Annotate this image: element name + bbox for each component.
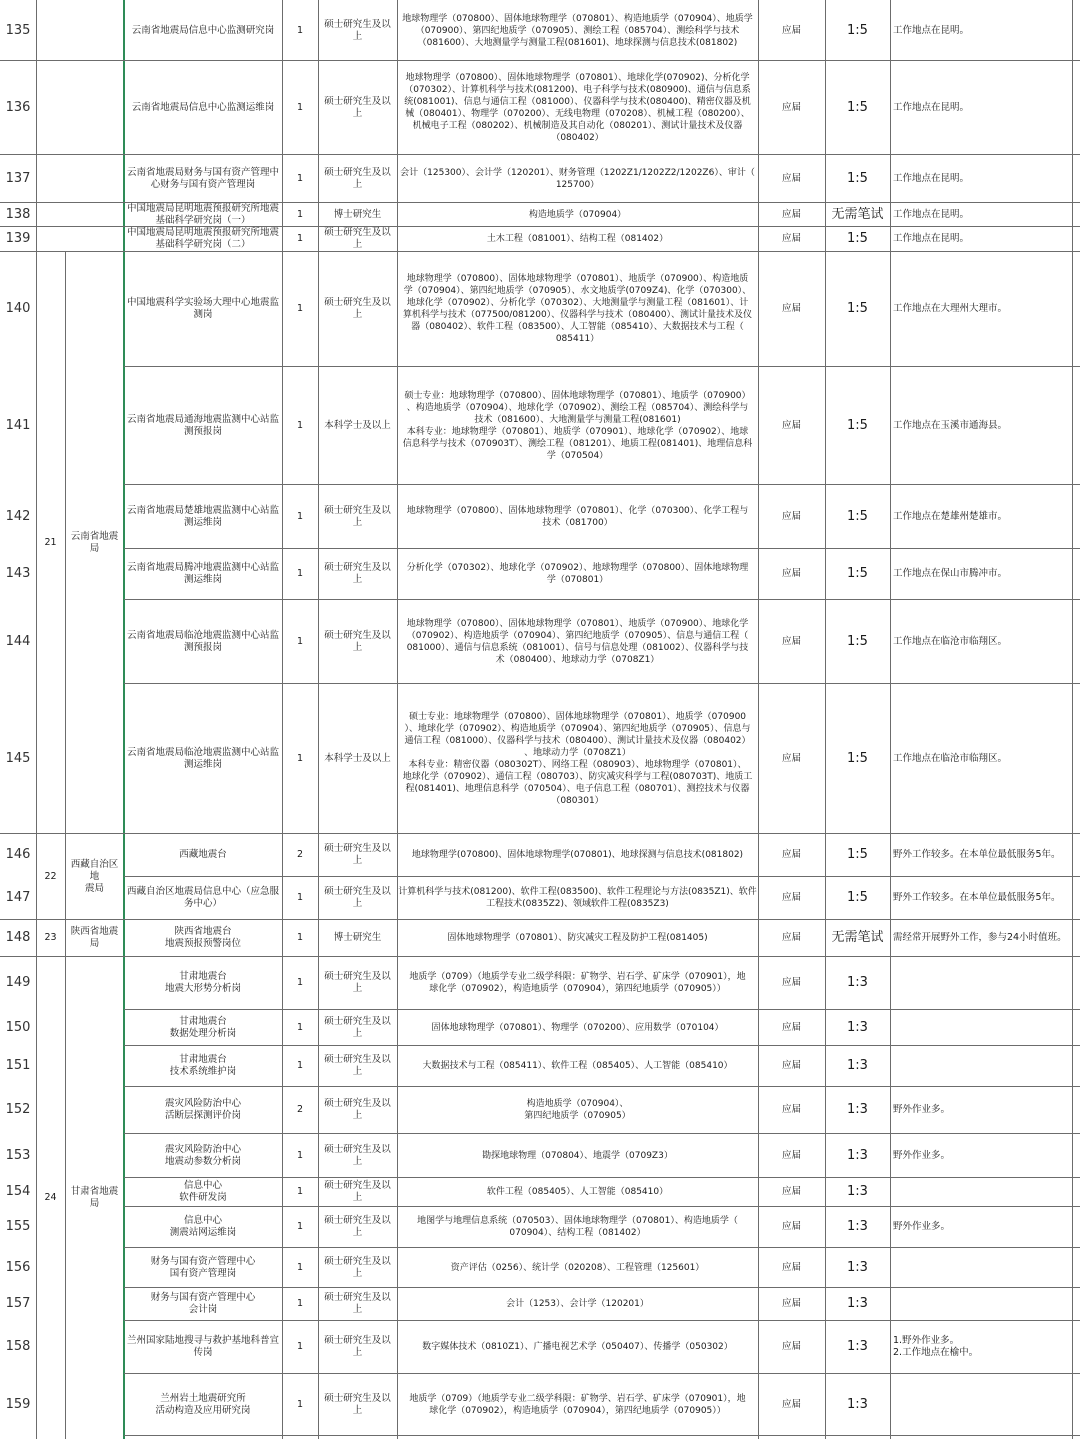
post-name: 信息中心 测震站网运维岗 <box>169 1215 237 1238</box>
graduate-status: 应届 <box>781 1186 801 1197</box>
unit-name: 云南省地震局 <box>70 530 119 554</box>
row-number: 151 <box>5 1058 31 1073</box>
remarks: 工作地点在玉溪市通海县。 <box>893 419 1008 431</box>
post-name: 云南省地震局临沧地震监测中心站监 测预报岗 <box>126 629 279 653</box>
row-number: 154 <box>5 1184 31 1199</box>
post-name: 云南省地震局腾冲地震监测中心站监 测运维岗 <box>126 562 279 585</box>
remarks: 工作地点在昆明。 <box>893 24 970 36</box>
exam-ratio: 1:3 <box>847 1058 868 1073</box>
education-requirement: 硕士研究生及以上 <box>324 1054 391 1077</box>
exam-ratio: 1:5 <box>847 890 868 905</box>
hire-count: 1 <box>296 977 304 988</box>
education-requirement: 本科学士及以上 <box>324 752 391 764</box>
remarks <box>890 1178 1072 1206</box>
unit-number: 24 <box>44 1192 57 1203</box>
exam-ratio: 1:5 <box>847 566 868 581</box>
remarks: 工作地点在昆明。 <box>893 101 970 113</box>
exam-ratio: 1:5 <box>847 847 868 862</box>
post-name: 震灾风险防治中心 地震动参数分析岗 <box>164 1143 241 1167</box>
exam-ratio: 1:3 <box>847 1019 868 1035</box>
major-requirement: 地球物理学（070800）、固体地球物理学（070801）、构造地质学（070904）、地质学 （070900）、第四纪地质学（070905）、测绘工程（085704）、测绘科学与技术 （081600）、大地测量学与测量工程(081601)、地球探测与信息技术(081802) <box>402 13 753 48</box>
post-name: 信息中心 软件研发岗 <box>179 1180 227 1203</box>
remarks: 野外工作较多。在本单位最低服务5年。 <box>893 892 1061 903</box>
hire-count: 1 <box>296 1261 304 1273</box>
row-number: 140 <box>5 301 31 316</box>
remarks: 野外工作较多。在本单位最低服务5年。 <box>893 849 1061 860</box>
exam-ratio: 1:5 <box>847 508 868 524</box>
major-requirement: 固体地球物理学（070801）、防灾减灾工程及防护工程(081405) <box>447 933 708 943</box>
graduate-status: 应届 <box>781 1221 801 1232</box>
major-requirement: 硕士专业：地球物理学（070800）、固体地球物理学（070801）、地质学（070900） 、构造地质学（070904）、地球化学（070902）、测绘工程（085704）、测绘科学与 技术（081600）、大地测量学与测量工程(081601) 本科专业：地球物理学（070801）、地质学（070901）、地球化学（070902）、地球 信息科学与技术（070903T）、测绘工程（081201）、地质工程(081401)、地理信息科 学（070504） <box>402 390 753 461</box>
major-requirement: 硕士专业：地球物理学（070800）、固体地球物理学（070801）、地质学（070900 ）、地球化学（070902）、构造地质学（070904）、第四纪地质学（070905）、信息与 通信工程（081000）、仪器科学与技术（080400）、测试计量技术及仪器（080402） 、地球动力学（0708Z1） 本科专业：精密仪器（080302T）、网络工程（080903）、地球物理学（070801）、 地球化学（070902）、通信工程（080703）、防灾减灾科学与工程(080703T)、地质工 程(081401)、地理信息科学（070504）、电子信息工程（080701）、测控技术与仪器 （080301） <box>402 711 753 806</box>
unit-number: 22 <box>44 870 57 882</box>
remarks: 工作地点在昆明。 <box>893 172 970 184</box>
post-name: 兰州国家陆地搜寻与救护基地科普宣 传岗 <box>126 1335 279 1358</box>
exam-ratio: 1:5 <box>847 99 868 115</box>
row-number: 148 <box>5 930 31 945</box>
major-requirement: 固体地球物理学（070801）、物理学（070200）、应用数学（070104） <box>431 1022 724 1033</box>
exam-ratio: 无需笔试 <box>831 206 884 222</box>
hire-count: 1 <box>296 1298 304 1309</box>
hire-count: 1 <box>296 1221 304 1232</box>
remarks: 工作地点在临沧市临翔区。 <box>893 752 1008 764</box>
remarks: 野外作业多。 <box>893 1149 951 1161</box>
graduate-status: 应届 <box>781 752 801 764</box>
remarks: 工作地点在昆明。 <box>893 208 970 220</box>
graduate-status: 应届 <box>781 932 801 943</box>
education-requirement: 硕士研究生及以上 <box>324 843 391 866</box>
hire-count: 1 <box>296 1021 304 1033</box>
major-requirement: 地球物理学（070800）、固体地球物理学（070801）、化学（070300）、化学工程与 技术（081700） <box>406 505 749 528</box>
exam-ratio: 1:3 <box>847 975 868 990</box>
remarks: 工作地点在昆明。 <box>893 233 970 244</box>
major-requirement: 数字媒体技术（0810Z1）、广播电视艺术学（050407）、传播学（050302） <box>422 1342 733 1352</box>
graduate-status: 应届 <box>781 172 801 184</box>
post-name: 云南省地震局信息中心监测研究岗 <box>131 24 275 36</box>
exam-ratio: 1:3 <box>847 1102 868 1117</box>
row-number: 159 <box>5 1396 31 1412</box>
post-name: 云南省地震局财务与国有资产管理中 心财务与国有资产管理岗 <box>126 166 279 190</box>
exam-ratio: 1:3 <box>847 1147 868 1163</box>
graduate-status: 应届 <box>781 1261 801 1273</box>
hire-count: 1 <box>296 419 304 431</box>
major-requirement: 地球物理学（070800）、固体地球物理学（070801）、地质学（070900）、地球化学 （070902）、构造地质学（070904）、第四纪地质学（070905）、信息与通信工程（ 081000）、通信与信息系统（081001）、信号与信息处理（081002）、仪器科学与技 术（080400）、地球动力学（0708Z1） <box>406 618 749 665</box>
graduate-status: 应届 <box>781 635 801 647</box>
hire-count: 1 <box>296 1398 304 1410</box>
exam-ratio: 1:3 <box>847 1339 868 1354</box>
post-name: 西藏自治区地震局信息中心（应急服 务中心） <box>126 886 279 909</box>
education-requirement: 硕士研究生及以上 <box>324 166 391 190</box>
major-requirement: 分析化学（070302）、地球化学（070902）、地球物理学（070800）、固体地球物理 学（070801） <box>406 563 749 585</box>
hire-count: 1 <box>296 101 304 113</box>
major-requirement: 地球物理学（070800）、固体地球物理学（070801）、地质学（070900）、构造地质 学（070904）、第四纪地质学（070905）、水文地质学(0709Z4)、化学（070300）、 地球化学（070902）、分析化学（070302）、大地测量学与测量工程（081601）、计 算机科学与技术（077500/081200）、仪器科学与技术（080400）、测试计量技术及仪 器（080402）、软件工程（083500）、人工智能（085410）、大数据技术与工程（ 085411） <box>402 274 753 344</box>
graduate-status: 应届 <box>781 208 801 220</box>
education-requirement: 硕士研究生及以上 <box>324 1215 391 1238</box>
graduate-status: 应届 <box>781 1021 801 1033</box>
hire-count: 1 <box>296 635 304 647</box>
row-number: 143 <box>5 566 31 581</box>
exam-ratio: 无需笔试 <box>831 930 884 945</box>
graduate-status: 应届 <box>781 1060 801 1071</box>
remarks <box>890 1010 1072 1045</box>
education-requirement: 硕士研究生及以上 <box>324 1292 391 1315</box>
graduate-status: 应届 <box>781 233 801 244</box>
post-name: 甘肃地震台 地震大形势分析岗 <box>164 971 241 994</box>
row-number: 136 <box>5 99 31 115</box>
remarks <box>890 1046 1072 1086</box>
education-requirement: 硕士研究生及以上 <box>324 1180 391 1203</box>
unit-name: 陕西省地震局 <box>70 926 119 949</box>
remarks <box>890 957 1072 1009</box>
graduate-status: 应届 <box>781 849 801 860</box>
hire-count: 1 <box>296 1149 304 1161</box>
graduate-status: 应届 <box>781 892 801 903</box>
hire-count: 1 <box>296 568 304 579</box>
remarks <box>890 1374 1072 1435</box>
major-requirement: 会计（1253）、会计学（120201） <box>506 1299 649 1309</box>
graduate-status: 应届 <box>781 303 801 314</box>
row-number: 149 <box>5 975 31 990</box>
exam-ratio: 1:3 <box>847 1296 868 1311</box>
hire-count: 1 <box>296 932 304 943</box>
graduate-status: 应届 <box>781 568 801 579</box>
remarks: 需经常开展野外工作，参与24小时值班。 <box>893 932 1067 943</box>
post-name: 云南省地震局楚雄地震监测中心站监 测运维岗 <box>126 504 279 528</box>
post-name: 云南省地震局临沧地震监测中心站监 测运维岗 <box>126 746 279 770</box>
hire-count: 2 <box>296 849 304 860</box>
major-requirement: 计算机科学与技术(081200)、软件工程(083500)、软件工程理论与方法(0835Z1)、软件 工程技术(0835Z2)、领域软件工程(0835Z3) <box>398 887 757 909</box>
hire-count: 1 <box>296 752 304 764</box>
row-number: 139 <box>5 231 31 246</box>
row-number: 135 <box>5 22 31 38</box>
exam-ratio: 1:3 <box>847 1396 868 1412</box>
remarks: 工作地点在保山市腾冲市。 <box>893 568 1008 579</box>
graduate-status: 应届 <box>781 1104 801 1115</box>
unit-name: 西藏自治区地 震局 <box>70 858 119 894</box>
education-requirement: 硕士研究生及以上 <box>324 1015 391 1039</box>
post-name: 西藏地震台 <box>179 849 227 860</box>
row-number: 142 <box>5 508 31 524</box>
post-name: 甘肃地震台 技术系统维护岗 <box>169 1054 237 1077</box>
exam-ratio: 1:5 <box>847 417 868 433</box>
education-requirement: 硕士研究生及以上 <box>324 227 391 250</box>
remarks <box>890 1248 1072 1287</box>
row-number: 141 <box>5 417 31 433</box>
major-requirement: 软件工程（085405）、人工智能（085410） <box>486 1187 669 1197</box>
education-requirement: 硕士研究生及以上 <box>324 629 391 653</box>
row-number: 147 <box>5 890 31 905</box>
post-name: 甘肃地震台 数据处理分析岗 <box>169 1015 237 1039</box>
remarks: 工作地点在临沧市临翔区。 <box>893 635 1008 647</box>
graduate-status: 应届 <box>781 101 801 113</box>
row-number: 157 <box>5 1296 31 1311</box>
post-name: 陕西省地震台 地震预报预警岗位 <box>164 926 241 949</box>
row-number: 156 <box>5 1259 31 1275</box>
education-requirement: 硕士研究生及以上 <box>324 1392 391 1416</box>
major-requirement: 地球物理学（070800）、固体地球物理学（070801）、地球化学(070902)、分析化学 （070302）、计算机科学与技术(081200)、电子科学与技术(080900)、通信与信息系 统(081001)、信息与通信工程（081000）、仪器科学与技术(080400)、精密仪器及机 械（080401）、物理学（070200）、无线电物理（070208）、机械工程（080200）、 机械电子工程（080202）、机械制造及其自动化（080201）、测试计量技术及仪器 （080402） <box>404 72 751 143</box>
hire-count: 1 <box>296 892 304 903</box>
major-requirement: 勘探地球物理（070804）、地震学（0709Z3） <box>482 1150 673 1161</box>
post-name: 震灾风险防治中心 活断层探测评价岗 <box>164 1098 241 1121</box>
education-requirement: 博士研究生 <box>333 208 382 220</box>
row-divider <box>124 1435 1080 1436</box>
row-number: 146 <box>5 847 31 862</box>
exam-ratio: 1:5 <box>847 22 868 38</box>
major-requirement: 会计（125300）、会计学（120201）、财务管理（1202Z1/1202Z2/1202Z6）、审计（ 125700） <box>400 167 755 190</box>
row-number: 158 <box>5 1339 31 1354</box>
major-requirement: 地质学（0709）（地质学专业二级学科限：矿物学、岩石学、矿床学（070901），地 球化学（070902），构造地质学（070904），第四纪地质学（070905）） <box>409 1393 746 1416</box>
major-requirement: 土木工程（081001）、结构工程（081402） <box>486 234 669 244</box>
exam-ratio: 1:5 <box>847 231 868 246</box>
education-requirement: 博士研究生 <box>333 932 382 943</box>
graduate-status: 应届 <box>781 1149 801 1161</box>
post-name: 兰州岩土地震研究所 活动构造及应用研究岗 <box>155 1392 251 1416</box>
hire-count: 1 <box>296 208 304 220</box>
exam-ratio: 1:5 <box>847 301 868 316</box>
post-name: 中国地震科学实验场大理中心地震监 测岗 <box>126 297 279 320</box>
row-number: 155 <box>5 1219 31 1234</box>
education-requirement: 硕士研究生及以上 <box>324 297 391 320</box>
graduate-status: 应届 <box>781 510 801 522</box>
graduate-status: 应届 <box>781 1341 801 1352</box>
major-requirement: 地图学与地理信息系统（070503）、固体地球物理学（070801）、构造地质学（ 070904）、结构工程（081402） <box>417 1216 738 1238</box>
education-requirement: 硕士研究生及以上 <box>324 971 391 994</box>
post-name: 中国地震局昆明地震预报研究所地震 基础科学研究岗（二） <box>126 227 279 250</box>
row-number: 152 <box>5 1102 31 1117</box>
exam-ratio: 1:5 <box>847 170 868 186</box>
remarks: 野外作业多。 <box>893 1104 951 1115</box>
education-requirement: 硕士研究生及以上 <box>324 1143 391 1167</box>
hire-count: 1 <box>296 1341 304 1352</box>
graduate-status: 应届 <box>781 419 801 431</box>
post-name: 云南省地震局信息中心监测运维岗 <box>131 101 275 113</box>
post-name: 云南省地震局通海地震监测中心站监 测预报岗 <box>126 413 279 437</box>
column-divider <box>1072 0 1073 1439</box>
major-requirement: 构造地质学（070904） <box>528 209 627 220</box>
post-name: 中国地震局昆明地震预报研究所地震 基础科学研究岗（一） <box>126 203 279 226</box>
education-requirement: 硕士研究生及以上 <box>324 504 391 528</box>
row-number: 145 <box>5 750 31 766</box>
education-requirement: 硕士研究生及以上 <box>324 95 391 119</box>
unit-number: 21 <box>44 536 57 548</box>
remarks: 工作地点在大理州大理市。 <box>893 303 1008 314</box>
hire-count: 1 <box>296 172 304 184</box>
major-requirement: 地质学（0709）（地质学专业二级学科限：矿物学、岩石学、矿床学（070901），地 球化学（070902），构造地质学（070904），第四纪地质学（070905）） <box>409 972 746 994</box>
hire-count: 1 <box>296 1186 304 1197</box>
hire-count: 1 <box>296 303 304 314</box>
row-number: 153 <box>5 1147 31 1163</box>
post-name: 财务与国有资产管理中心 会计岗 <box>150 1292 256 1315</box>
education-requirement: 硕士研究生及以上 <box>324 1255 391 1279</box>
major-requirement: 构造地质学（070904）、 第四纪地质学（070905） <box>524 1099 631 1121</box>
major-requirement: 地球物理学(070800)、固体地球物理学(070801)、地球探测与信息技术(081802) <box>411 850 744 860</box>
remarks: 野外作业多。 <box>893 1221 951 1232</box>
graduate-status: 应届 <box>781 1298 801 1309</box>
major-requirement: 大数据技术与工程（085411）、软件工程（085405）、人工智能（085410） <box>422 1061 733 1071</box>
row-number: 138 <box>5 206 31 222</box>
education-requirement: 硕士研究生及以上 <box>324 1098 391 1121</box>
hire-count: 1 <box>296 510 304 522</box>
hire-count: 2 <box>296 1104 304 1115</box>
education-requirement: 硕士研究生及以上 <box>324 18 391 42</box>
hire-count: 1 <box>296 1060 304 1071</box>
unit-number: 23 <box>44 932 57 943</box>
exam-ratio: 1:5 <box>847 633 868 649</box>
exam-ratio: 1:3 <box>847 1259 868 1275</box>
exam-ratio: 1:3 <box>847 1184 868 1199</box>
row-number: 150 <box>5 1019 31 1035</box>
graduate-status: 应届 <box>781 24 801 36</box>
hire-count: 1 <box>296 233 304 244</box>
graduate-status: 应届 <box>781 977 801 988</box>
exam-ratio: 1:3 <box>847 1219 868 1234</box>
remarks: 1.野外作业多。 2.工作地点在榆中。 <box>893 1335 979 1358</box>
education-requirement: 硕士研究生及以上 <box>324 1335 391 1358</box>
unit-name: 甘肃省地震局 <box>70 1186 119 1209</box>
hire-count: 1 <box>296 24 304 36</box>
education-requirement: 硕士研究生及以上 <box>324 562 391 585</box>
education-requirement: 硕士研究生及以上 <box>324 886 391 909</box>
major-requirement: 资产评估（0256）、统计学（020208）、工程管理（125601） <box>450 1262 705 1273</box>
row-number: 137 <box>5 170 31 186</box>
post-name: 财务与国有资产管理中心 国有资产管理岗 <box>150 1255 256 1279</box>
education-requirement: 本科学士及以上 <box>324 419 391 431</box>
remarks: 工作地点在楚雄州楚雄市。 <box>893 510 1008 522</box>
row-number: 144 <box>5 633 31 649</box>
graduate-status: 应届 <box>781 1398 801 1410</box>
exam-ratio: 1:5 <box>847 750 868 766</box>
remarks <box>890 1288 1072 1320</box>
